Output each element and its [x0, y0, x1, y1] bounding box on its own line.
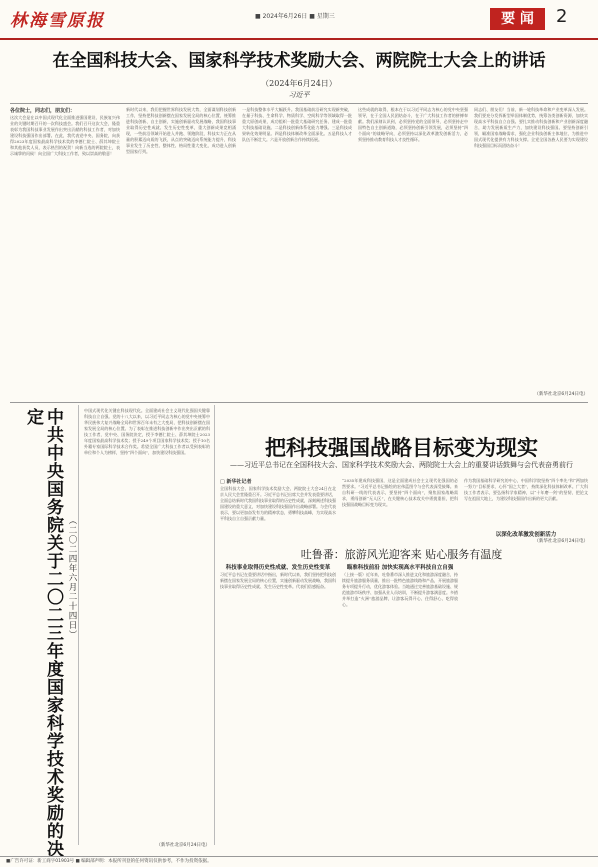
dateline: ■ 2024年6月26日 ■ 星期三 — [255, 13, 335, 20]
main-column-1: 这次大会是在以中国式现代化全面推进强国建设、民族复兴伟业的关键时期召开的一次科技盛会。我们召开这次大会，隆重表彰为我国科技事业发展作出突出贡献的科技工作者，对加快建设科技强国作出部署。在此，我代表党中央、国务院，向获得2023年度国家最高科学技术奖的李德仁院士、薛其坤院士和其他获奖人员，表示热烈的祝贺！向新当选的两院院士，表示诚挚的问候！向全国广大科技工作者，致以崇高的敬意！ — [10, 115, 120, 156]
article-subtitle: ——习近平总书记在全国科技大会、国家科学技术奖励大会、两院院士大会上的重要讲话鼓舞与会代表奋勇前行 — [230, 461, 573, 469]
main-author: 习近平 — [288, 91, 310, 99]
newspaper-logo: 林海雪原报 — [10, 11, 105, 31]
article-endnote: （新华社北京6月24日电） — [534, 539, 588, 544]
section-label: 要 闻 — [490, 8, 545, 30]
feature-banner: 吐鲁番：旅游风光迎客来 贴心服务有温度 — [300, 548, 503, 561]
column-divider — [78, 405, 79, 845]
decision-title: 中共中央国务院关于二〇二三年度国家科学技术奖励的决定 — [23, 408, 63, 858]
main-endnote: （新华社北京6月24日电） — [534, 392, 588, 397]
article-headline: 把科技强国战略目标变为现实 — [265, 436, 538, 460]
footer-notice: ■广告许可证：新工商字01903号 ■ 编辑部声明：本报所刊登的任何资讯仅供参考，不作为投资依据。 — [0, 856, 598, 867]
article-subhead: 瞄准科技前沿 加快实现高水平科技自立自强 — [346, 565, 454, 571]
article-byline: □ 新华社记者 — [220, 479, 252, 485]
article-subhead: 以深化改革激发创新活力 — [495, 532, 557, 538]
main-date: （2024年6月24日） — [261, 79, 337, 88]
decision-subtitle: （二〇二四年六月二十四日） — [67, 516, 77, 640]
article-column-3: 作为我国基础科学研究的中心，中国科学院坚持“四个率先”和“两加快一努力”目标要求，心怀“国之大者”，持续深化科技体制改革。广大科技工作者表示，要弘扬科学家精神，以“十年磨一剑”的坚韧，把论文写在祖国大地上，为建设科技强国作出新的更大贡献。 — [464, 478, 588, 501]
article-column-1: 全国科技大会、国家科学技术奖励大会、两院院士大会24日在北京人民大会堂隆重召开。习近平总书记出席大会并发表重要讲话，全面总结新时代我国科技事业取得的历史性成就，深刻阐述科技强国建设的重大意义，对加快建设科技强国作出战略部署。与会代表表示，要以更加奋发有为的精神状态，勇攀科技高峰，为实现高水平科技自立自强贡献力量。 — [220, 486, 336, 521]
main-column-3: 一是科技整体水平大幅跃升。我国基础前沿研究实现新突破，在量子科技、生命科学、物质科学、空间科学等领域取得一批重大原创成果，成功组织一批重大基础研究任务、建成一批重大科技基础设施。二是科技创新体系化能力增强。三是科技成果转化效果明显。四是科技体制改革全面深化。五是科技人才队伍不断壮大。六是开放创新合作持续拓展。 — [242, 107, 352, 142]
article-subhead: 科技事业取得历史性成就、发生历史性变革 — [225, 565, 331, 571]
decision-endnote: （新华社北京6月24日电） — [156, 843, 210, 848]
main-column-4: 这些成就的取得，根本在于以习近平同志为核心的党中央坚强领导，在于全国人民团结奋斗，在于广大科技工作者的拼搏奉献。我们深刻认识到，必须坚持党的全面领导，必须坚持走中国特色自主创新道路，必须坚持创新引领发展，必须坚持“四个面向”的战略导向，必须坚持以深化改革激发创新活力，必须坚持推动教育科技人才良性循环。 — [358, 107, 468, 142]
feature-body: （上接一版）近年来，吐鲁番市深入推进文化和旅游深度融合，持续提升旅游服务质量，推出一批特色旅游线路和产品，开展旅游服务专项提升行动，优化游客体验。当地通过完善旅游基础设施、规范旅游市场秩序、加强从业人员培训，不断提升游客满意度。多措并举打造“火洲”旅游品牌，让游客玩得开心、住得舒心、吃得放心。 — [342, 572, 458, 607]
main-headline: 在全国科技大会、国家科学技术奖励大会、两院院士大会上的讲话 — [52, 51, 546, 71]
headline-rule — [10, 103, 588, 104]
article-column-2: “2035年建成科技强国，这是全面建成社会主义现代化强国的必然要求。”习近平总书记描绘的宏伟蓝图令与会代表深受鼓舞。来自科研一线的代表表示，要坚持“四个面向”，聚焦国家战略需求，勇闯创新“无人区”，在关键核心技术攻关中勇挑重担，把科技强国战略目标变为现实。 — [342, 478, 458, 507]
section-rule — [10, 402, 588, 403]
column-divider — [214, 405, 215, 845]
main-byline: 各位院士，同志们，朋友们： — [10, 108, 76, 114]
article-column-1b: 习近平总书记在重要讲话中指出，新时代以来，我们坚持把科技创新摆在国家发展全局的核心位置，实施创新驱动发展战略，我国科技事业取得历史性成就、发生历史性变革。代表们倍感振奋。 — [220, 572, 336, 589]
main-column-5: 同志们、朋友们！当前，新一轮科技革命和产业变革深入发展。我们要充分发挥新型举国体制优势，统筹各类创新资源，加快实现高水平科技自立自强。要扎实推动科技创新和产业创新深度融合，助力发展新质生产力，加快建设科技强国。要坚持创新引领，瞄准国家战略需求，强化企业科技创新主体地位，为推进中国式现代化提供有力科技支撑。全党全国各族人民要为实现建设科技强国目标而团结奋斗！ — [474, 107, 588, 148]
main-column-2: 新时代以来，我们把握世界科技发展大势，全面谋划科技创新工作，坚持把科技创新摆在国家发展全局的核心位置，统筹推进科技创新、自主创新，实施创新驱动发展战略，我国科技事业取得历史性成就、发生历史性变革，重大创新成果竞相涌现，一些前沿领域开始进入并跑、领跑阶段，科技实力正在从量的积累迈向质的飞跃，从点的突破迈向系统能力提升，科技事业发生了历史性、整体性、格局性重大变化，成功进入创新型国家行列。 — [126, 107, 236, 154]
decision-body: 中国式现代化关键在科技现代化。全面建成社会主义现代化强国关键靠科技自立自强。党的十八大以来，以习近平同志为核心的党中央统筹中华民族伟大复兴战略全局和世界百年未有之大变局，把科技创新摆在国家发展全局的核心位置。为了表彰在推进科技创新中作出突出贡献的科技工作者，党中央、国务院决定，授予李德仁院士、薛其坤院士2023年度国家最高科学技术奖；授予249个项目国家科学技术奖；授予10名外籍专家国际科学技术合作奖。希望全国广大科技工作者以受到表彰的单位和个人为榜样，坚持“四个面向”，加快建设科技强国。 — [84, 408, 210, 455]
page-number: 2 — [556, 6, 568, 27]
